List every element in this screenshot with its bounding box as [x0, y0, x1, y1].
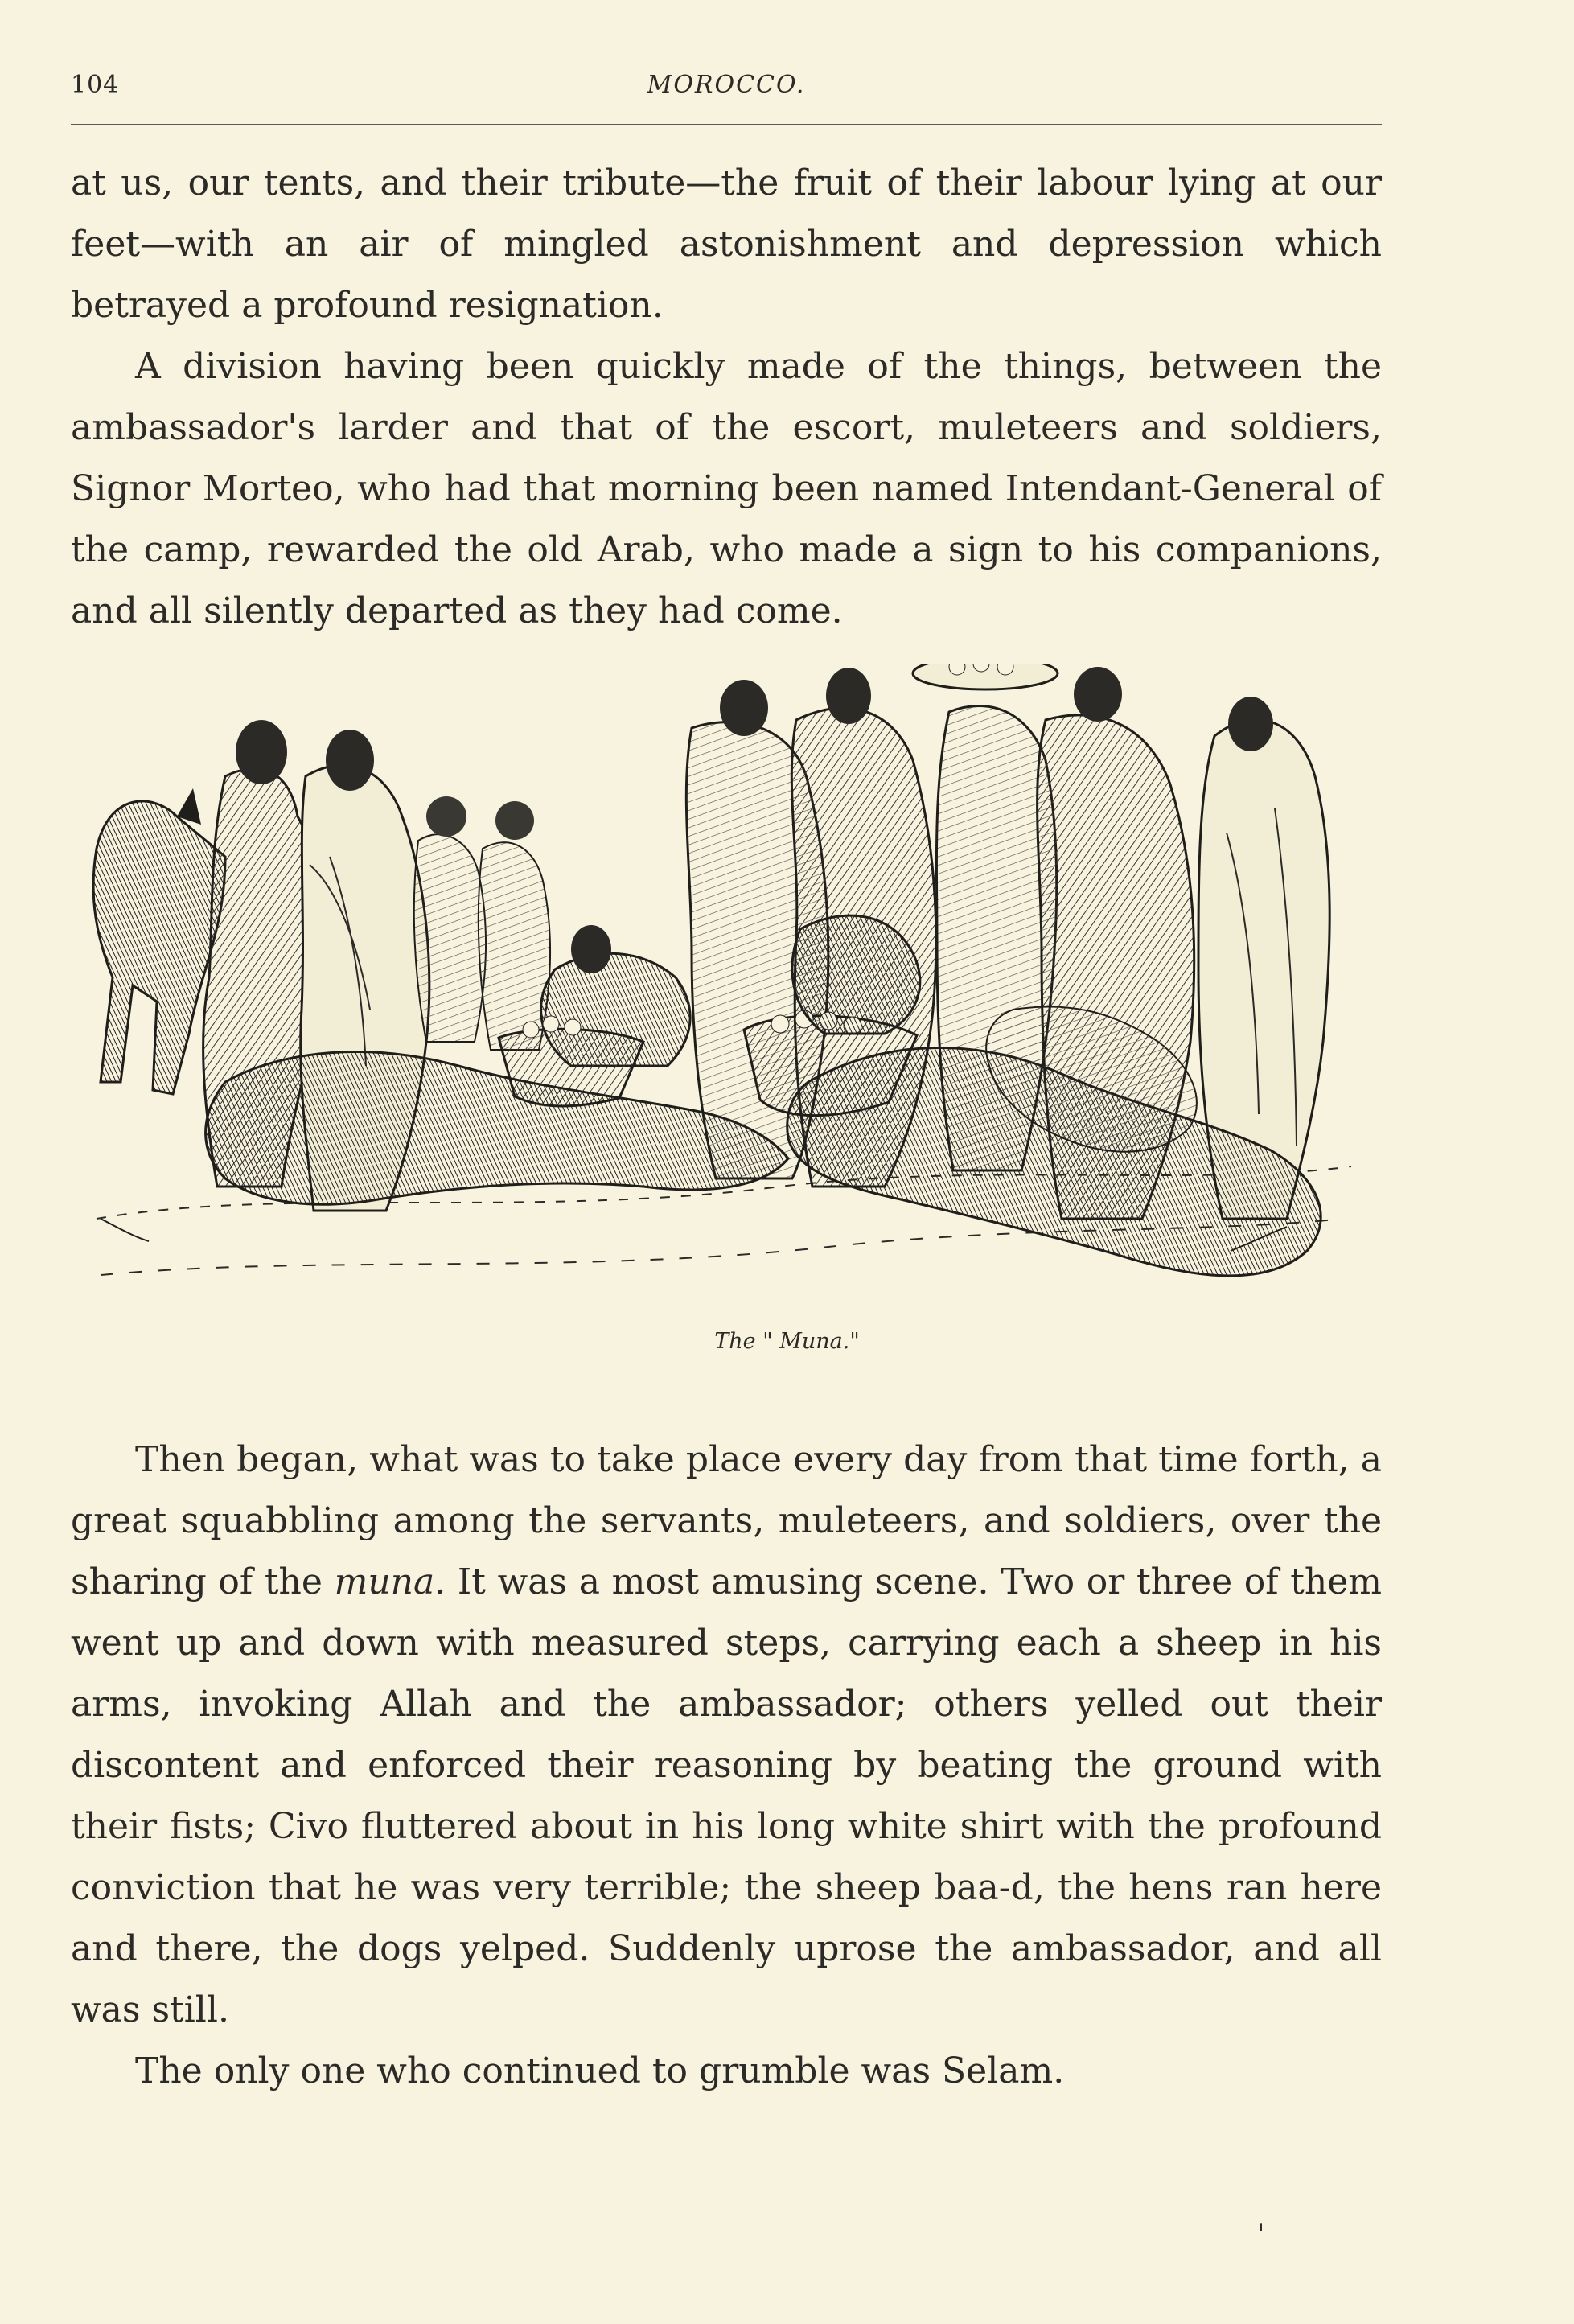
running-title: MOROCCO. [647, 71, 806, 99]
engraving-illustration [80, 664, 1367, 1323]
illustration-caption: The " Muna." [714, 1329, 860, 1354]
top-text-block [71, 153, 1382, 642]
paragraph-continuation: at us, our tents, and their tribute—the fruit of their labour lying at our feet—with an air of mingled astonishment and depression which betrayed a profound resignation. [71, 162, 1382, 326]
footer-mark: ' [1257, 2219, 1265, 2251]
child-figure-2 [479, 842, 550, 1050]
paragraph-squabbling [71, 1429, 1382, 2041]
paragraph-selam: The only one who continued to grumble was Selam. [135, 2050, 1065, 2092]
child-figure-1 [414, 834, 486, 1042]
bottom-text-block [71, 1429, 1382, 2102]
header-rule [71, 124, 1382, 125]
page-number: 104 [71, 71, 120, 99]
emphasis-muna: muna. [334, 1561, 446, 1602]
paragraph-text-after-emphasis: It was a most amusing scene. Two or three of them went up and down with measured steps, carrying each a sheep in his arms, invoking Allah and the ambassador; others yelled out their discontent and enforced their reasoning by beating the ground with their fists; Civo fluttered about in his long white shirt with the profound conviction that he was very terrible; the sheep baa-d, the hens ran here and there, the dogs yelped. Suddenly uprose the ambassador, and all was still. [71, 1561, 1382, 2030]
engraving-svg [80, 664, 1367, 1323]
paragraph-text-before-emphasis: Then began, what was to take place every day from that time forth, a great squabbling among the servants, muleteers, and soldiers, over the sharing of the [71, 1439, 1382, 1602]
paragraph-division: A division having been quickly made of the things, between the ambassador's larder and that of the escort, muleteers and soldiers, Signor Morteo, who had that morning been named Intendant-General of the camp, rewarded the old Arab, who made a sign to his companions, and all silently departed as they had come. [71, 346, 1382, 631]
running-head [71, 71, 1382, 103]
